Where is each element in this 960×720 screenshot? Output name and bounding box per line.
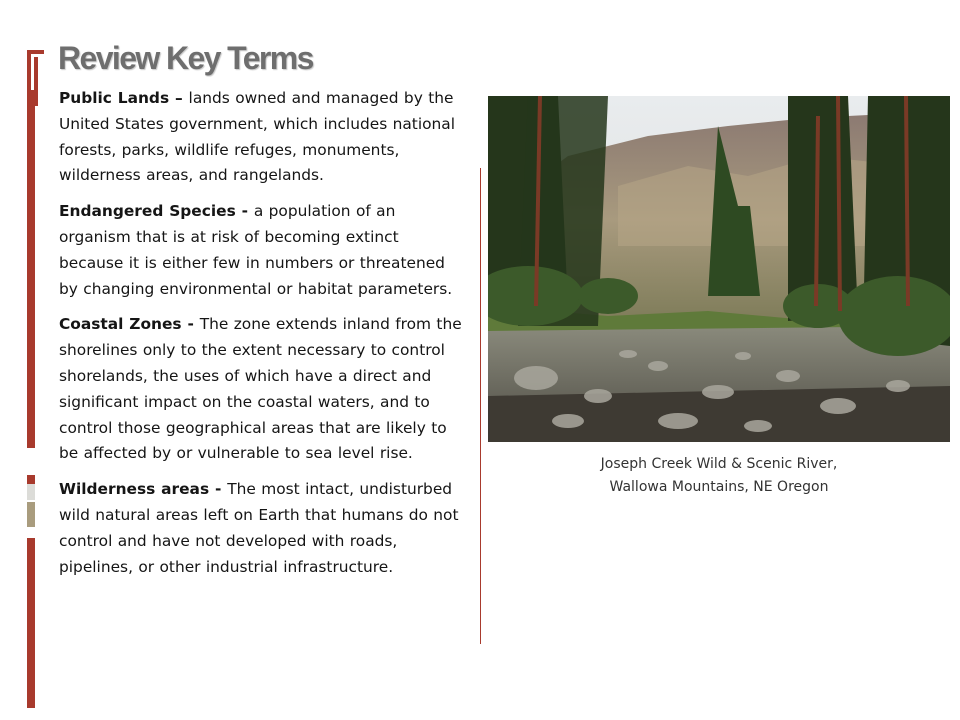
term-separator: - — [209, 480, 228, 499]
terms-list — [59, 86, 467, 590]
photo-caption — [488, 453, 950, 499]
term-definition: The most intact, undisturbed wild natural areas left on Earth that humans do not control and have not developed with roads, pipelines, or other industrial infrastructure. — [59, 480, 459, 576]
term-definition: lands owned and managed by the United States government, which includes national forests, parks, wildlife refuges, monuments, wilderness areas, and rangelands. — [59, 89, 455, 185]
term-separator: - — [235, 202, 254, 221]
column-divider — [480, 168, 481, 644]
term-separator: - — [181, 315, 200, 334]
term-endangered-species — [59, 199, 467, 302]
caption-line-2: Wallowa Mountains, NE Oregon — [609, 479, 829, 495]
accent-block-red — [27, 475, 35, 484]
term-name: Coastal Zones — [59, 315, 182, 334]
creek-landscape-image — [488, 96, 950, 442]
accent-bar-bottom — [27, 538, 35, 708]
term-wilderness-areas — [59, 477, 467, 580]
term-definition: a population of an organism that is at risk of becoming extinct because it is either few in numbers or threatened by changing environmental or habitat parameters. — [59, 202, 453, 298]
corner-bracket-icon — [24, 50, 44, 106]
term-name: Public Lands — [59, 89, 170, 107]
slide-title: Review Key Terms — [58, 40, 313, 76]
accent-bar-top — [27, 90, 35, 448]
accent-block-gray — [27, 484, 35, 500]
caption-line-1: Joseph Creek Wild & Scenic River, — [600, 456, 838, 472]
term-name: Wilderness areas — [59, 480, 210, 499]
term-public-lands — [59, 86, 467, 189]
term-coastal-zones — [59, 312, 467, 467]
term-definition: The zone extends inland from the shorelines only to the extent necessary to control shorelands, the uses of which have a direct and significant impact on the coastal waters, and to control those geographical areas that are likely to be affected by or vulnerable to sea level rise. — [59, 315, 462, 463]
term-separator: – — [169, 89, 189, 107]
accent-block-tan — [27, 502, 35, 527]
river-photo — [488, 96, 950, 442]
term-name: Endangered Species — [59, 202, 236, 221]
